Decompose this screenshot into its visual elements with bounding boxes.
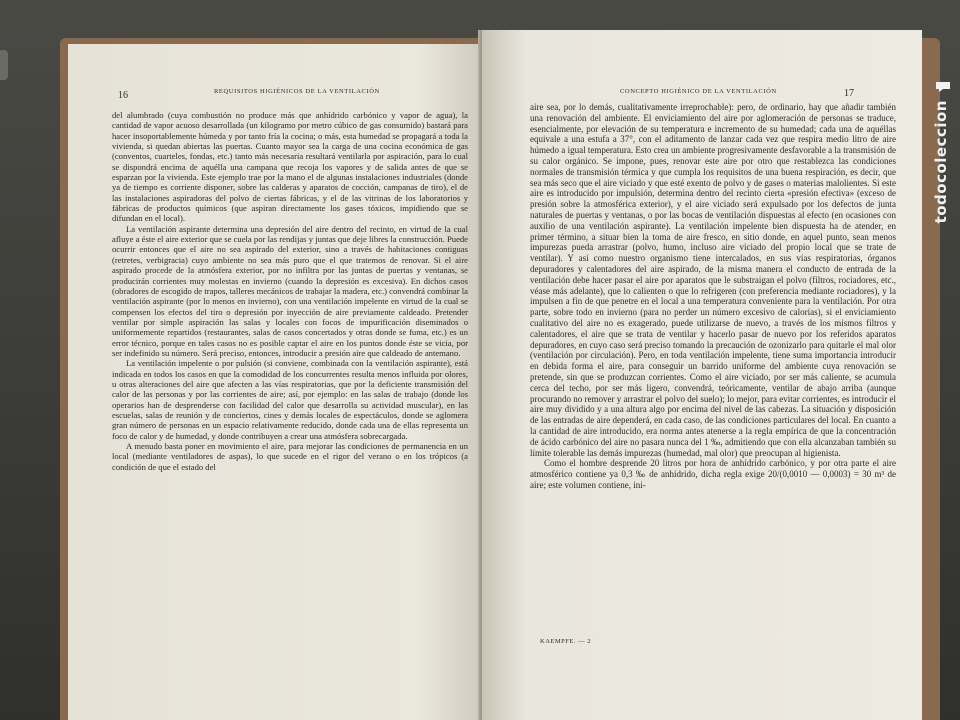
right-paragraph: Como el hombre desprende 20 litros por hora de anhídrido carbónico, y por otra parte el aire atmosférico contiene ya 0,3 ‰ de anhídrido, dicha regla exige 20/(0,0010 — 0,0003) = 30 m³ de aire; este volumen contiene, ini-	[530, 458, 896, 490]
right-page	[482, 30, 922, 720]
left-page-number: 16	[118, 90, 128, 101]
right-footer-signature: KAEMPFE. — 2	[540, 638, 591, 645]
left-paragraph: A menudo basta poner en movimiento el aire, para mejorar las condiciones de permanencia en un local (mediante ventiladores de aspas), lo que sucede en el rigor del verano o en los trópicos (a condición de que el estado del	[112, 441, 468, 472]
right-paragraph: aire sea, por lo demás, cualitativamente irreprochable): pero, de ordinario, hay que añadir también una renovación del ambiente. El enviciamiento del aire por aglomeración de personas se traduce, esencialmente, por elevación de su temperatura e incremento de su humedad; cada una de aquéllas equivale a una estufa a 37°, con el aditamento de lanzar cada vez que respira medio litro de aire húmedo a igual temperatura. Esto crea un ambiente progresivamente desfavorable a la transmisión de su calor orgánico. Se impone, pues, renovar este aire por otro que restablezca las condiciones normales de transmisión térmica y que cumpla los requisitos de una buena respiración, es decir, que sea más seco que el aire viciado y que esté exento de polvo y de gases o materias malolientes. Si este aire es introducido por impulsión, determina dentro del recinto cierta «presión efectiva» (exceso de presión sobre la atmosférica exterior), y el aire viciado será expulsado por los defectos de junta naturales de puertas y ventanas, o por las bocas de ventilación dispuestas al efecto (en ocasiones con auxilio de una ventilación aspirante). La ventilación impelente bien dispuesta ha de atender, en primer término, a situar bien la toma de aire fresco, en sitio donde, en aquel punto, sean menos impurezas pueda arrastrar (polvo, humo, incluso aire viciado del propio local que se trate de ventilar). Y así como nuestro organismo tiene intercalados, en sus vías respiratorias, órganos depuradores y calentadores del aire aspirado, de la misma manera el conducto de entrada de la ventilación debe hacer pasar el aire por aparatos que le substraigan el polvo (filtros, rociadores, etc., véase más adelante), que lo calienten o que lo refrigeren (con preferencia mediante rociadores), y la impulsen a fin de que penetre en el local a una temperatura conveniente para la ventilación. Por otra parte, sobre todo en invierno (para no perder un número excesivo de calorías), si el enviciamiento cualitativo del aire no es exagerado, puede utilizarse de nuevo, a través de los mismos filtros y calentadores, el aire que se trata de ventilar y hacerlo pasar de nuevo por los referidos aparatos depuradores, en cuyo caso será preciso tomando la precaución de ozonizarlo para quitarle el mal olor (ventilación por circulación). Pero, en toda ventilación impelente, tiene suma importancia introducir en debida forma el aire, para conseguir un barrido uniforme del ambiente cuya renovación se pretende, sin que se produzcan corrientes. Como el aire viciado, por ser más caliente, se acumula cerca del techo, por ser más ligero, convendrá, teóricamente, ventilar de abajo arriba (aunque procurando no remover y arrastrar el polvo del suelo); lo mejor, para evitar corrientes, es introducir el aire muy dividido y a una altura algo por encima del nivel de las cabezas. La situación y disposición de las entradas de aire dependerá, en cada caso, de las condiciones particulares del local. En cuanto a la cantidad de aire introducido, era norma antes atenerse a la regla empírica de que la concentración de ácido carbónico del aire no pasara nunca del 1 ‰, admitiendo que con ella alcanzaban también su límite tolerable las demás impurezas (humedad, mal olor) que preocupan al higienista.	[530, 102, 896, 458]
left-paragraph: del alumbrado (cuya combustión no produce más que anhídrido carbónico y vapor de agua), la cantidad de vapor acuoso desarrollada (un kilogramo por metro cúbico de gas consumido) bastará para hacer insoportablemente húmeda y por tanto fría la cocina; o más, esta humedad se propagará a toda la vivienda, si quedan abiertas las puertas. Cuanto mayor sea la carga de una cocina económica de gas (conventos, cuarteles, fondas, etc.) tanto más necesaria resultará ventilarla por aspiración, para lo cual se dispondrá encima de aquélla una campana que recoja los vapores y de salida antes de que se esparzan por la vivienda. Este ejemplo trae por la mano el de algunas instalaciones industriales (donde ya de tiempo es corriente disponer, sobre las calderas y aparatos de cocción, campanas de tiro), el de las instalaciones aspiradoras del polvo de ciertas fábricas, y el de las vitrinas de los laboratorios y fábricas de productos químicos (que aspiran directamente los gases tóxicos, impidiendo que se difundan en el local).	[112, 110, 468, 224]
right-page-text	[530, 102, 896, 491]
binder-clip	[0, 50, 8, 80]
left-page	[68, 44, 482, 720]
left-paragraph: La ventilación aspirante determina una depresión del aire dentro del recinto, en virtud de la cual afluye a éste el aire exterior que se cuela por las rendijas y juntas que deje libres la construcción. Puede ocurrir entonces que el aire no sea aspirado del exterior, sino a través de habitaciones contiguas (retretes, verbigracia) cuyo ambiente no sea más puro que el que tratemos de renovar. Si el aire aspirado procede de la atmósfera exterior, por no infiltra por las juntas de puertas y ventanas, se producirán corrientes muy molestas en invierno (cuando la depresión es excesiva). En dichos casos (obradores de escogido de trapos, talleres mecánicos de trabajar la madera, etc.) convendrá combinar la ventilación aspirante (por lo menos en invierno), con una ventilación impelente en virtud de la cual se compensen los efectos del tiro o depresión por inyección de aire previamente caldeado. Pretender ventilar por simple aspiración las salas y locales con focos de impurificación diseminados o uniformemente repartidos (restaurantes, salas de casos concertados y otras donde se fuma, etc.) es un error técnico, porque en tales casos no es posible captar el aire en los puntos donde éste se vicia, por ser indefinido su número. Será preciso, entonces, introducir a presión aire que caldeado de antemano.	[112, 223, 468, 358]
right-page-number: 17	[844, 88, 854, 99]
watermark-logo-icon	[934, 80, 952, 94]
right-running-head: CONCEPTO HIGIÉNICO DE LA VENTILACIÓN	[620, 88, 777, 95]
left-page-text	[112, 110, 468, 472]
watermark-text: todocoleccion	[932, 100, 950, 224]
left-running-head: REQUISITOS HIGIÉNICOS DE LA VENTILACIÓN	[214, 88, 380, 95]
left-paragraph: La ventilación impelente o por pulsión (si conviene, combinada con la ventilación aspirante), está indicada en todos los casos en que la comodidad de los concurrentes resulta menos influida por olores, u otras alteraciones del aire que afecten a las vías respiratorias, que por la deficiente transmisión del calor de las personas y por las corrientes de aire; así, por ejemplo: en las salas de trabajo (donde los operarios han de desprenderse con facilidad del calor que desarrolla su actividad muscular), en las escuelas, salas de reunión y de conciertos, cines y demás locales de espectáculos, donde se aglomera gran número de personas en un espacio relativamente reducido, donde cada una de ellas representa un foco de calor y de humedad, y donde contribuyen a crear una atmósfera sobrecargada.	[112, 358, 468, 441]
